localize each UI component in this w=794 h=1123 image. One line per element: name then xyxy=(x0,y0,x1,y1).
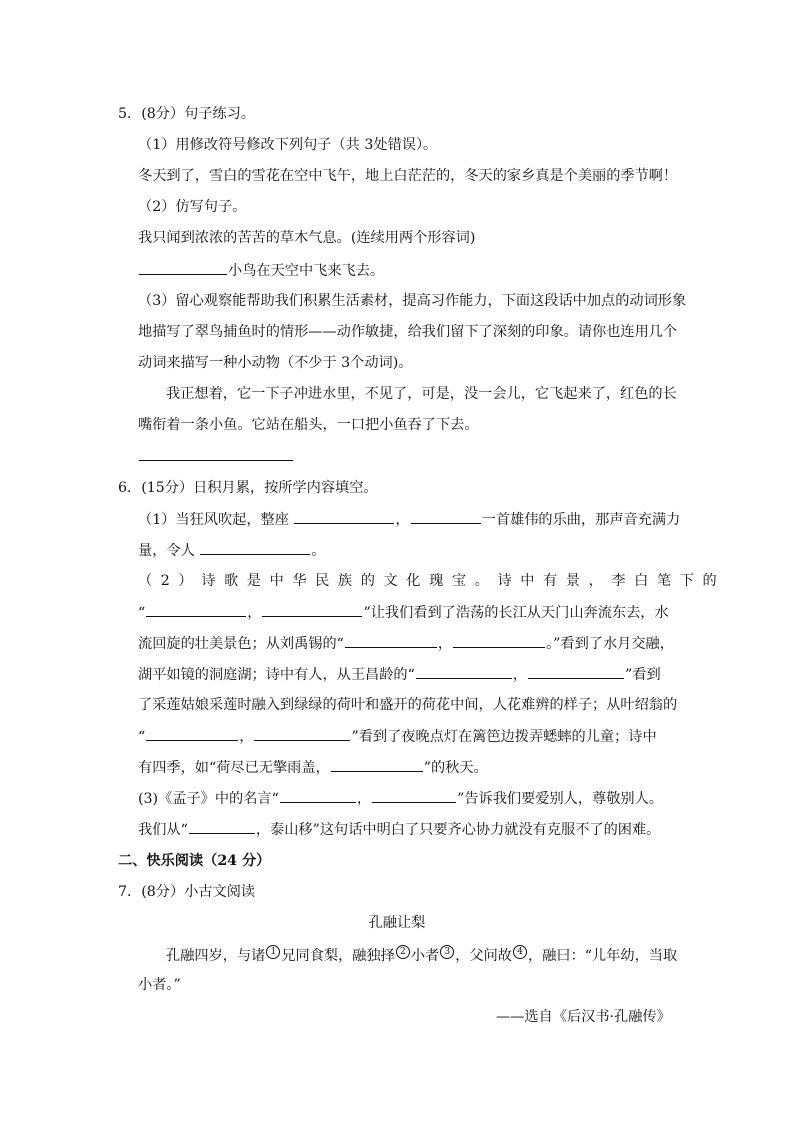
q7-text: 小者 xyxy=(410,948,440,964)
comma: ， xyxy=(437,636,453,652)
answer-blank[interactable] xyxy=(146,603,246,617)
q6-s3-text: ”告诉我们要爱别人，尊敬别人。 xyxy=(457,791,663,807)
q6-s3-line1 xyxy=(138,789,663,808)
q7-text: 孔融四岁，与诸 xyxy=(166,948,266,964)
q7-text: ，父问故 xyxy=(455,948,512,964)
q6-s3-line2 xyxy=(138,820,660,839)
q6-s2-text: 湖平如镜的洞庭湖；诗中有人，从王昌龄的“ xyxy=(138,667,415,683)
answer-blank[interactable] xyxy=(146,727,238,741)
q6-s2-line5: 了采莲姑娘采莲时融入到绿绿的荷叶和盛开的荷花中间，人花难辨的样子；从叶绍翁的 xyxy=(138,697,678,713)
q6-s2-text: ”的秋天。 xyxy=(423,760,488,776)
q5-part3-line2: 地描写了翠鸟捕鱼时的情形——动作敏捷，给我们留下了深刻的印象。请你也连用几个 xyxy=(138,324,678,340)
q6-s2-text: ”看到 xyxy=(625,667,661,683)
answer-blank[interactable] xyxy=(139,261,227,275)
comma: ， xyxy=(239,729,254,745)
answer-blank[interactable] xyxy=(254,727,350,741)
answer-blank[interactable] xyxy=(262,603,362,617)
q5-part3-line3: 动词来描写一种小动物（不少于 3个动词)。 xyxy=(138,355,413,371)
answer-blank[interactable] xyxy=(200,541,310,555)
footnote-marker: 1 xyxy=(266,945,280,959)
q6-s2-line6 xyxy=(138,727,657,746)
answer-blank[interactable] xyxy=(411,510,481,524)
q7-text-line1 xyxy=(166,945,677,965)
q6-s1-line2 xyxy=(138,541,325,560)
q6-s1-comma: ， xyxy=(395,512,410,528)
q6-s2-line7 xyxy=(138,758,488,777)
q6-s1-text: 量，令人 xyxy=(138,543,195,559)
quote-open: “ xyxy=(138,605,146,621)
q7-text: 兄同食梨，融独择 xyxy=(281,948,395,964)
q5-part2-label: （2）仿写句子。 xyxy=(138,199,247,215)
q6-s1-text: （1）当狂风吹起，整座 xyxy=(138,512,289,528)
answer-blank[interactable] xyxy=(280,789,356,803)
q6-s2-line1: （2）诗歌是中华民族的文化瑰宝。诗中有景，李白笔下的 xyxy=(138,573,726,589)
answer-blank[interactable] xyxy=(416,665,512,679)
answer-blank[interactable] xyxy=(453,634,545,648)
comma: ， xyxy=(247,605,262,621)
q6-s2-text: 有四季，如“荷尽已无擎雨盖， xyxy=(138,760,330,776)
q5-header: 5．(8分）句子练习。 xyxy=(118,106,256,122)
q6-s2-text: 。”看到了水月交融， xyxy=(546,636,674,652)
q6-s2-line4 xyxy=(138,665,661,684)
answer-blank[interactable] xyxy=(294,510,394,524)
q5-part1-label: （1）用修改符号修改下列句子（共 3处错误）。 xyxy=(138,137,438,153)
q6-s3-text: ，泰山移”这句话中明白了只要齐心协力就没有克服不了的困难。 xyxy=(255,822,661,838)
answer-blank[interactable] xyxy=(345,634,437,648)
q5-part2-sentence: 我只闻到浓浓的苦苦的草木气息。(连续用两个形容词) xyxy=(138,230,476,246)
footnote-marker: 2 xyxy=(396,945,410,959)
q6-s2-line2 xyxy=(138,603,669,622)
answer-blank[interactable] xyxy=(139,447,293,461)
q5-part2-fill-line xyxy=(138,261,384,280)
quote-open: “ xyxy=(138,729,146,745)
section2-header: 二、快乐阅读（24 分） xyxy=(118,853,271,869)
answer-blank[interactable] xyxy=(528,665,624,679)
q5-part2-fill-text: 小鸟在天空中飞来飞去。 xyxy=(228,263,385,279)
answer-blank[interactable] xyxy=(372,789,456,803)
q6-s1-text: 一首雄伟的乐曲，那声音充满力 xyxy=(481,512,681,528)
q6-s2-text: 流回旋的壮美景色；从刘禹锡的“ xyxy=(138,636,344,652)
q6-s1-line1 xyxy=(138,510,680,529)
q5-passage-line2: 嘴衔着一条小鱼。它站在船头，一口把小鱼吞了下去。 xyxy=(138,417,479,433)
q6-s2-line3 xyxy=(138,634,674,653)
q7-text-line2: 小者。” xyxy=(138,977,181,993)
comma: ， xyxy=(356,791,372,807)
q7-source: ——选自《后汉书·孔融传》 xyxy=(496,1009,671,1025)
q5-passage-line1: 我正想着，它一下子冲进水里，不见了，可是，没一会儿，它飞起来了，红色的长 xyxy=(166,386,677,402)
answer-blank[interactable] xyxy=(189,820,255,834)
q6-header: 6．(15分）日积月累，按所学内容填空。 xyxy=(118,480,378,496)
q6-s1-period: 。 xyxy=(311,543,326,559)
footnote-marker: 4 xyxy=(513,945,527,959)
comma: ， xyxy=(512,667,528,683)
q7-passage-title: 孔融让梨 xyxy=(368,915,426,931)
q6-s3-text: 我们从“ xyxy=(138,822,188,838)
q5-part1-sentence: 冬天到了，雪白的雪花在空中飞午，地上白茫茫的，冬天的家乡真是个美丽的季节啊！ xyxy=(138,168,678,184)
q5-part3-line1: （3）留心观察能帮助我们积累生活素材，提高习作能力，下面这段话中加点的动词形象 xyxy=(138,293,687,309)
q6-s2-text: ”让我们看到了浩荡的长江从天门山奔流东去，水 xyxy=(363,605,669,621)
q6-s2-text: ”看到了夜晚点灯在篱笆边拨弄蟋蟀的儿童；诗中 xyxy=(351,729,657,745)
q5-answer-line xyxy=(138,447,294,466)
q7-text: ，融曰：“儿年幼，当取 xyxy=(528,948,678,964)
answer-blank[interactable] xyxy=(331,758,423,772)
footnote-marker: 3 xyxy=(440,945,454,959)
q7-header: 7．(8分）小古文阅读 xyxy=(118,884,256,900)
q6-s3-text: (3)《孟子》中的名言“ xyxy=(138,791,279,807)
